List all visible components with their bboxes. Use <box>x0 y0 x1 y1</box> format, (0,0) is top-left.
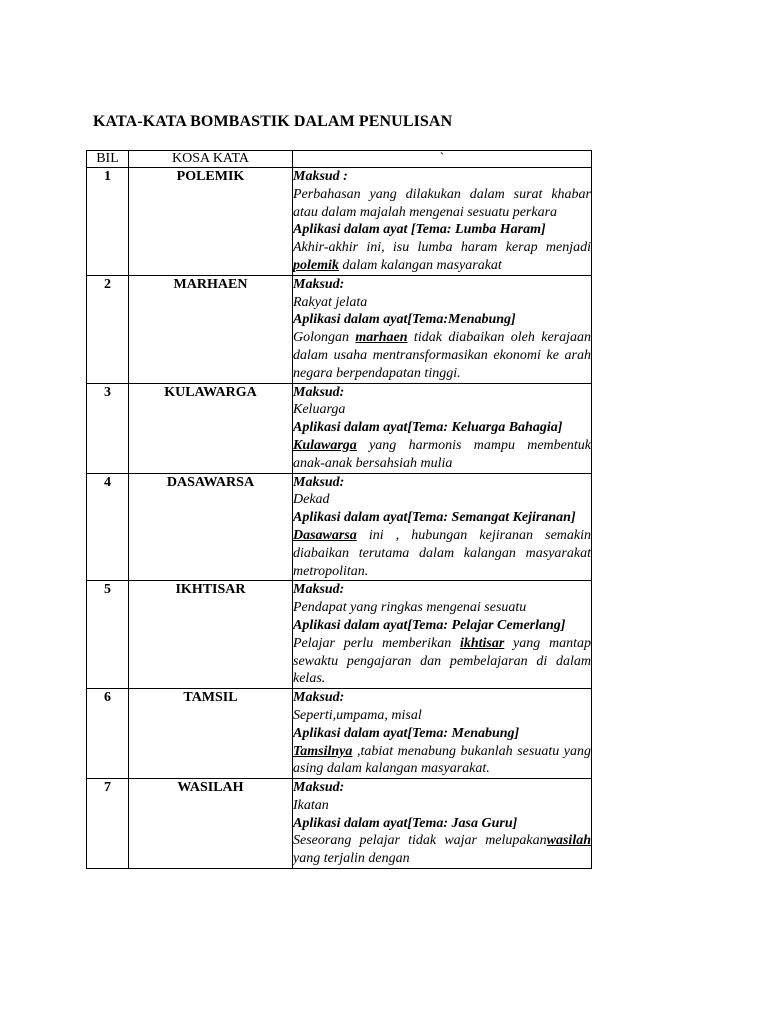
header-bil: BIL <box>87 151 129 168</box>
keyword: Kulawarga <box>293 437 357 453</box>
table-row <box>87 689 592 779</box>
meaning-text: Seperti,umpama, misal <box>293 707 422 723</box>
row-word: WASILAH <box>129 779 293 869</box>
table-row <box>87 168 592 276</box>
maksud-label: Maksud: <box>293 690 345 706</box>
row-description <box>293 473 592 581</box>
keyword: Tamsilnya <box>293 743 353 759</box>
example-sentence: Dasawarsa ini , hubungan kejiranan semakin diabaikan terutama dalam kalangan masyarakat metropolitan. <box>293 527 591 579</box>
row-number: 3 <box>87 383 129 473</box>
row-word: MARHAEN <box>129 275 293 383</box>
maksud-label: Maksud : <box>293 169 348 184</box>
row-description <box>293 689 592 779</box>
example-sentence: Kulawarga yang harmonis mampu membentuk anak-anak bersahsiah mulia <box>293 437 591 471</box>
row-number: 4 <box>87 473 129 581</box>
meaning-text: Pendapat yang ringkas mengenai sesuatu <box>293 600 527 616</box>
example-sentence: Seseorang pelajar tidak wajar melupakanwasilah yang terjalin dengan <box>293 833 591 867</box>
row-word: TAMSIL <box>129 689 293 779</box>
keyword: Dasawarsa <box>293 527 357 543</box>
maksud-label: Maksud: <box>293 384 345 400</box>
row-description <box>293 168 592 276</box>
row-description <box>293 779 592 869</box>
table-row <box>87 473 592 581</box>
aplikasi-label: Aplikasi dalam ayat [Tema: Lumba Haram] <box>293 222 546 238</box>
meaning-text: Rakyat jelata <box>293 294 368 310</box>
row-description <box>293 383 592 473</box>
table-row <box>87 779 592 869</box>
meaning-text: Dekad <box>293 492 330 508</box>
row-number: 2 <box>87 275 129 383</box>
example-sentence: Tamsilnya ,tabiat menabung bukanlah sesuatu yang asing dalam kalangan masyarakat. <box>293 743 591 777</box>
row-number: 5 <box>87 581 129 689</box>
aplikasi-label: Aplikasi dalam ayat[Tema:Menabung] <box>293 312 516 328</box>
table-row <box>87 383 592 473</box>
row-word: IKHTISAR <box>129 581 293 689</box>
aplikasi-label: Aplikasi dalam ayat[Tema: Keluarga Bahagia] <box>293 420 563 436</box>
example-sentence: Pelajar perlu memberikan ikhtisar yang mantap sewaktu pengajaran dan pembelajaran di dalam kelas. <box>293 635 591 687</box>
row-number: 7 <box>87 779 129 869</box>
row-word: POLEMIK <box>129 168 293 276</box>
table-row <box>87 275 592 383</box>
aplikasi-label: Aplikasi dalam ayat[Tema: Jasa Guru] <box>293 815 518 831</box>
keyword: marhaen <box>355 330 408 346</box>
aplikasi-label: Aplikasi dalam ayat[Tema: Pelajar Cemerlang] <box>293 617 566 633</box>
page-title: KATA-KATA BOMBASTIK DALAM PENULISAN <box>93 113 453 130</box>
header-kosa-kata: KOSA KATA <box>129 151 293 168</box>
row-number: 1 <box>87 168 129 276</box>
keyword: ikhtisar <box>459 635 505 651</box>
keyword: wasilah <box>546 833 591 849</box>
row-word: KULAWARGA <box>129 383 293 473</box>
maksud-label: Maksud: <box>293 474 345 490</box>
vocabulary-table <box>86 150 592 869</box>
row-number: 6 <box>87 689 129 779</box>
aplikasi-label: Aplikasi dalam ayat[Tema: Menabung] <box>293 725 520 741</box>
meaning-text: Ikatan <box>293 797 329 813</box>
example-sentence: Golongan marhaen tidak diabaikan oleh kerajaan dalam usaha mentransformasikan ekonomi ke arah negara berpendapatan tinggi. <box>293 330 591 381</box>
meaning-text: Perbahasan yang dilakukan dalam surat khabar atau dalam majalah mengenai sesuatu perkara <box>293 186 591 220</box>
row-word: DASAWARSA <box>129 473 293 581</box>
meaning-text: Keluarga <box>293 402 346 418</box>
header-third: ` <box>293 151 592 168</box>
maksud-label: Maksud: <box>293 780 345 796</box>
row-description <box>293 275 592 383</box>
example-sentence: Akhir-akhir ini, isu lumba haram kerap menjadi polemik dalam kalangan masyarakat <box>293 240 591 273</box>
table-header-row <box>87 151 592 168</box>
maksud-label: Maksud: <box>293 276 345 292</box>
maksud-label: Maksud: <box>293 582 345 598</box>
aplikasi-label: Aplikasi dalam ayat[Tema: Semangat Kejiranan] <box>293 510 576 526</box>
row-description <box>293 581 592 689</box>
keyword: polemik <box>293 257 339 273</box>
table-row <box>87 581 592 689</box>
